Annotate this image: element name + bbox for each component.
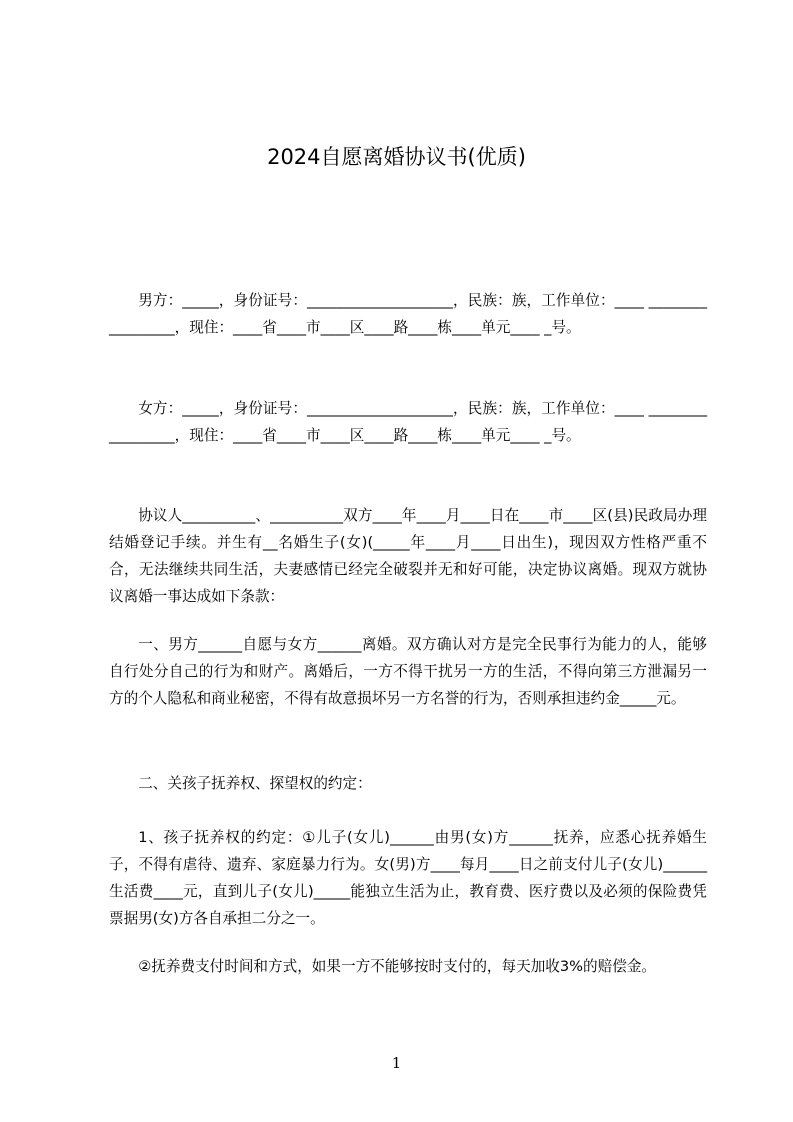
custody-clause-paragraph: 1、孩子抚养权的约定：①儿子(女儿)______由男(女)方______抚养，应悉心抚养婚生子，不得有虐待、遗弃、家庭暴力行为。女(男)方____每月____日之前支付儿子(女儿)______生活费____元，直到儿子(女儿)_____能独立生活为止，教育费、医疗费以及必须的保险费凭票据男(女)方各自承担二分之一。 [109,829,707,927]
document-title: 2024自愿离婚协议书(优质) [267,145,526,169]
agreement-intro-paragraph: 协议人__________、__________双方____年____月____日在____市____区(县)民政局办理结婚登记手续。并生有__名婚生子(女)(_____年____月____日出生)，现因双方性格严重不合，无法继续共同生活，夫妻感情已经完全破裂并无和好可能，决定协议离婚。现双方就协议离婚一事达成如下条款： [109,507,707,605]
clause-one-paragraph: 一、男方______自愿与女方______离婚。双方确认对方是完全民事行为能力的人，能够自行处分自己的行为和财产。离婚后，一方不得干扰另一方的生活，不得向第三方泄漏另一方的个人隐私和商业秘密，不得有故意损坏另一方名誉的行为，否则承担违约金_____元。 [109,636,707,707]
wife-info-paragraph: 女方：_____，身份证号：____________________，民族：族，工作单位：____ _________________，现住：____省____市____区____路____栋____单元____ _号。 [109,400,707,444]
page-number: 1 [391,1054,402,1072]
clause-two-heading: 二、关孩子抚养权、探望权的约定： [138,775,372,792]
husband-info-paragraph: 男方：_____，身份证号：____________________，民族：族，工作单位：____ _________________，现住：____省____市____区____路____栋____单元____ _号。 [109,292,707,336]
support-payment-paragraph: ②抚养费支付时间和方式，如果一方不能够按时支付的，每天加收3%的赔偿金。 [138,958,657,975]
